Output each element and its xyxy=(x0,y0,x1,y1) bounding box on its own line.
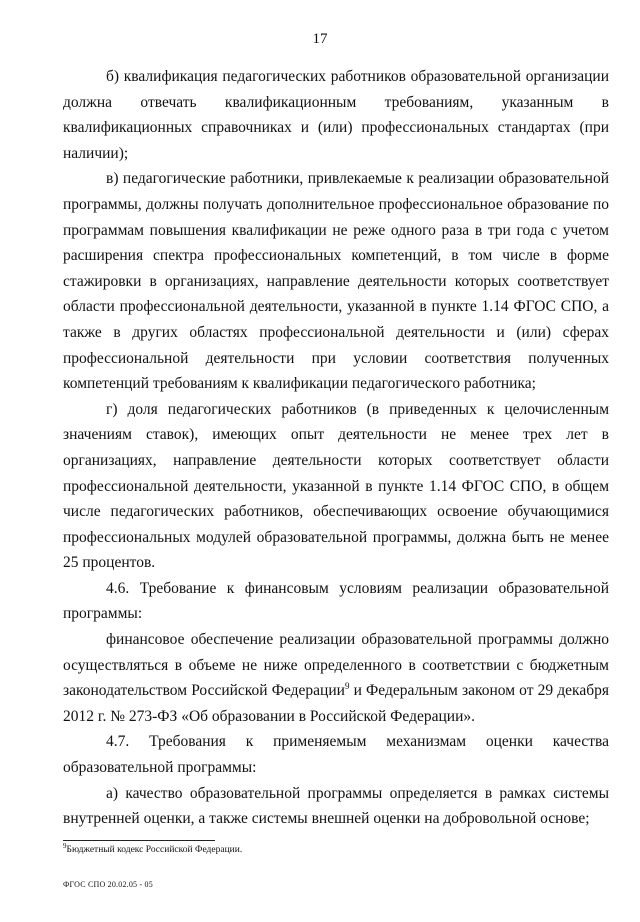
paragraph-staff-share: г) доля педагогических работников (в приведенных к целочисленным значениям ставок), имеющих опыт деятельности не менее трех лет в организациях, направление деятельности которых соответствует области профессиональной деятельности, указанной в пункте 1.14 ФГОС СПО, в общем числе педагогических работников, обеспечивающих освоение обучающимися профессиональных модулей образовательной программы, должна быть не менее 25 процентов. xyxy=(63,400,609,572)
paragraph-quality-assessment: 4.7. Требования к применяемым механизмам оценки качества образовательной программы: xyxy=(63,733,609,777)
document-body xyxy=(63,64,609,832)
footnote xyxy=(63,842,563,855)
footnote-reference[interactable]: 9 xyxy=(344,681,350,692)
paragraph-qualification: б) квалификация педагогических работников образовательной организации должна отвечать квалификационным требованиям, указанным в квалификационных справочниках и (или) профессиональных стандартах (при наличии); xyxy=(63,68,609,162)
footnote-separator xyxy=(63,840,215,841)
paragraph-financial-requirements: 4.6. Требование к финансовым условиям реализации образовательной программы: xyxy=(63,579,609,623)
page-number: 17 xyxy=(312,31,328,47)
footnote-text: Бюджетный кодекс Российской Федерации. xyxy=(66,845,243,855)
footnote-marker: 9 xyxy=(63,842,67,850)
paragraph-professional-development: в) педагогические работники, привлекаемые к реализации образовательной программы, должны получать дополнительное профессиональное образование по программам повышения квалификации не реже одного раза в три года с учетом расширения спектра профессиональных компетенций, в том числе в форме стажировки в организациях, направление деятельности которых соответствует области профессиональной деятельности, указанной в пункте 1.14 ФГОС СПО, а также в других областях профессиональной деятельности и (или) сферах профессиональной деятельности при условии соответствия полученных компетенций требованиям к квалификации педагогического работника; xyxy=(63,170,609,393)
financial-text-after: и Федеральным законом от 29 декабря 2012 г. № 273-ФЗ «Об образовании в Российской Федерации». xyxy=(63,682,609,725)
paragraph-financial-provision xyxy=(63,627,609,729)
document-code: ФГОС СПО 20.02.05 - 05 xyxy=(63,880,153,889)
financial-text-before: финансовое обеспечение реализации образовательной программы должно осуществляться в объеме не ниже определенного в соответствии с бюджетным законодательством Российской Федерации xyxy=(63,631,609,700)
paragraph-internal-assessment: а) качество образовательной программы определяется в рамках системы внутренней оценки, а также системы внешней оценки на добровольной основе; xyxy=(63,784,609,828)
